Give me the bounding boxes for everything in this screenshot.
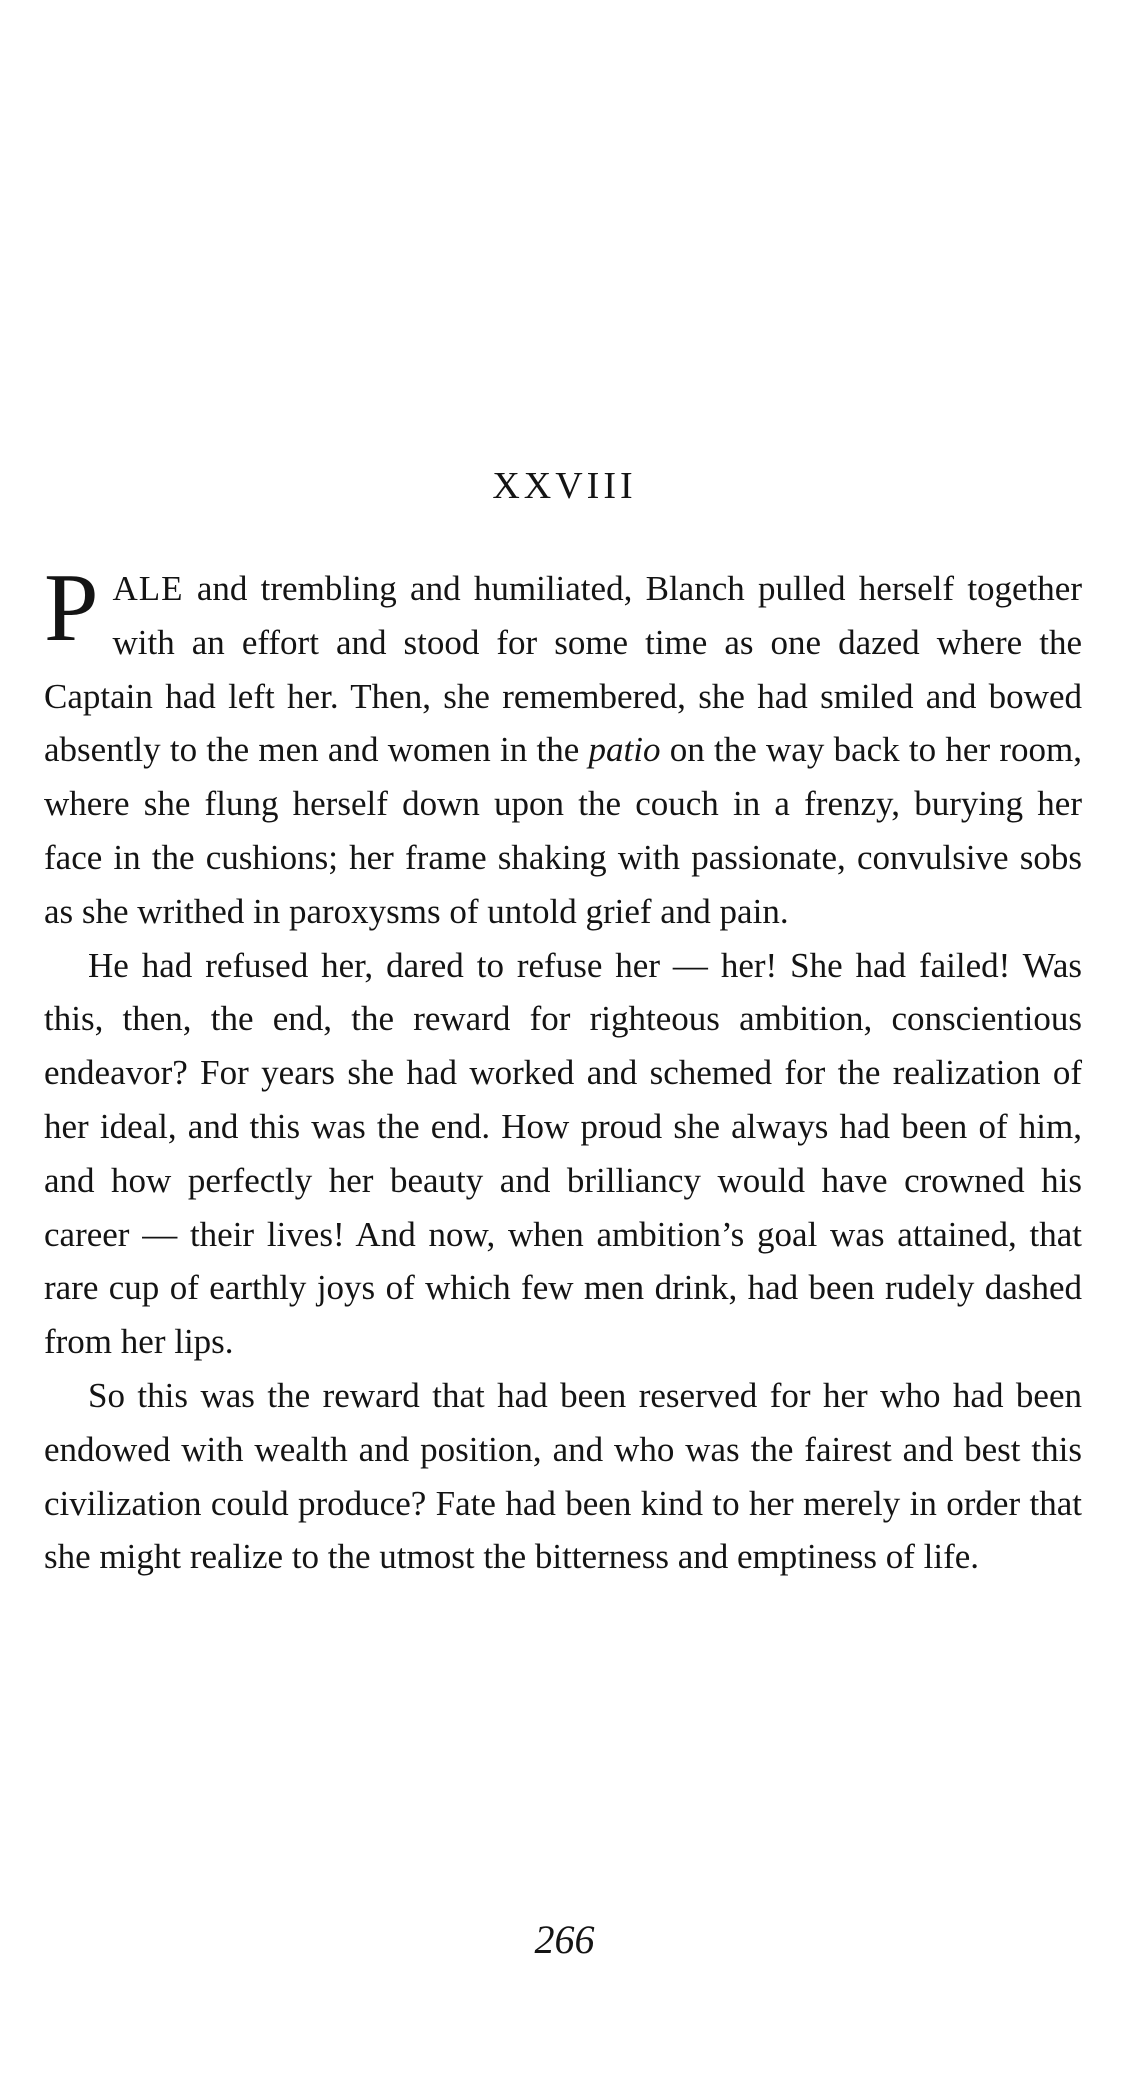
paragraph-1 bbox=[44, 554, 1082, 939]
paragraph-3: So this was the reward that had been reserved for her who had been endowed with wealth and position, and who was the fairest and best this civilization could produce? Fate had been kind to her merely in order that she might realize to the utmost the bitterness and emptiness of life. bbox=[44, 1375, 1082, 1577]
paragraph-1-text-a: and trembling and humiliated, Blanch pulled herself together with an effort and stood for some time as one dazed where the Captain had left her. Then, she remembered, she had smiled and bowed absently to the men and women in the bbox=[44, 569, 1082, 770]
page-number: 266 bbox=[534, 1917, 595, 1962]
italic-word: patio bbox=[588, 730, 661, 770]
paragraph-2: He had refused her, dared to refuse her — her! She had failed! Was this, then, the end, the reward for righteous ambition, conscientious endeavor? For years she had worked and schemed for the realization of her ideal, and this was the end. How proud she always had been of him, and how perfectly her beauty and brilliancy would have crowned his career — their lives! And now, when ambition’s goal was attained, that rare cup of earthly joys of which few men drink, had been rudely dashed from her lips. bbox=[44, 945, 1082, 1362]
drop-cap: P bbox=[44, 554, 99, 662]
chapter-title: XXVIII bbox=[492, 465, 637, 507]
lead-caps: ALE bbox=[112, 569, 184, 608]
paragraph-1-text-b: on the way back to her room, where she flung herself down upon the couch in a frenzy, burying her face in the cushions; her frame shaking with passionate, convulsive sobs as she writhed in paroxysms of untold grief and pain. bbox=[44, 730, 1082, 931]
body-text bbox=[44, 554, 1082, 1584]
